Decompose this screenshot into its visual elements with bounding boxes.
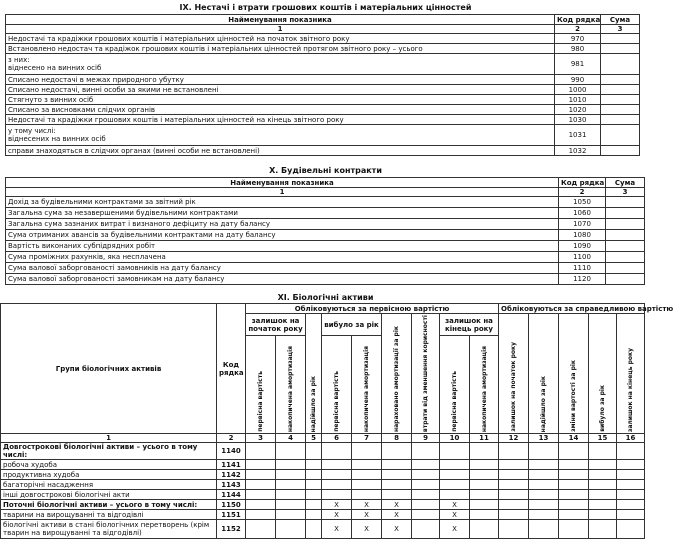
col-name-header: Найменування показника [6, 178, 559, 188]
value-cell[interactable] [322, 470, 352, 480]
initial-cost-header: первісна вартість [246, 336, 276, 434]
row-label: Загальна сума за незавершеними будівельними контрактами [6, 208, 559, 219]
row-label: Встановлено недостач та крадіжок грошових коштів і матеріальних цінностей протягом звітного року – усього [6, 44, 555, 54]
value-cell[interactable] [470, 470, 499, 480]
row-code: 1031 [555, 125, 601, 146]
x-mark: X [352, 500, 382, 510]
value-cell[interactable] [617, 500, 645, 510]
value-cell[interactable] [499, 490, 529, 500]
value-cell[interactable] [601, 115, 640, 125]
row-label: Загальна сума зазнаних витрат і визнаного дефіциту на дату балансу [6, 219, 559, 230]
value-cell[interactable] [601, 125, 640, 146]
left-accum-amort-header: накопичена амортизація [352, 336, 382, 434]
value-cell[interactable] [246, 520, 276, 539]
row-label: Вартість виконаних субпідрядних робіт [6, 241, 559, 252]
value-cell[interactable] [589, 460, 617, 470]
col-num: 3 [246, 434, 276, 443]
row-label: Стягнуто з винних осіб [6, 95, 555, 105]
row-label: інші довгострокові біологічні акти [1, 490, 217, 500]
value-cell[interactable] [470, 510, 499, 520]
table-row [1, 443, 645, 460]
row-code: 1080 [559, 230, 606, 241]
value-cell[interactable] [470, 480, 499, 490]
table-row [1, 500, 645, 510]
row-code: 1144 [217, 490, 246, 500]
arrived-header: надійшло за рік [306, 314, 322, 434]
row-code: 1110 [559, 263, 606, 274]
col-num: 13 [529, 434, 559, 443]
value-cell[interactable] [246, 443, 276, 460]
section-9-table [5, 14, 640, 156]
value-cell[interactable] [601, 146, 640, 156]
row-label: Сума проміжних рахунків, яка несплачена [6, 252, 559, 263]
value-cell[interactable] [606, 274, 645, 285]
row-label: продуктивна худоба [1, 470, 217, 480]
value-cell[interactable] [246, 490, 276, 500]
value-cell[interactable] [499, 510, 529, 520]
row-code: 990 [555, 75, 601, 85]
value-cell[interactable] [589, 470, 617, 480]
value-cell[interactable] [589, 500, 617, 510]
value-cell[interactable] [470, 443, 499, 460]
value-cell[interactable] [412, 443, 440, 460]
table-row [1, 520, 645, 539]
section-11-title: XI. Біологічні активи [277, 293, 374, 302]
row-label: Списано недостачі, винні особи за якими не встановлені [6, 85, 555, 95]
value-cell[interactable] [606, 252, 645, 263]
row-label: Сума валової заборгованості замовникам на дату балансу [6, 274, 559, 285]
value-cell[interactable] [306, 490, 322, 500]
row-code: 1120 [559, 274, 606, 285]
row-label: справи знаходяться в слідчих органах (винні особи не встановлені) [6, 146, 555, 156]
value-cell[interactable] [499, 520, 529, 539]
value-cell[interactable] [601, 44, 640, 54]
value-cell[interactable] [382, 460, 412, 470]
x-mark: X [382, 510, 412, 520]
start-balance-header: залишок на початок року [246, 314, 306, 336]
value-cell[interactable] [276, 490, 306, 500]
row-label: тварини на вирощуванні та відгодівлі [1, 510, 217, 520]
value-cell[interactable] [470, 490, 499, 500]
row-label: біологічні активи в стані біологічних перетворень (крім тварин на вирощуванні та відгодівлі) [1, 520, 217, 539]
value-cell[interactable] [559, 490, 589, 500]
row-code: 1032 [555, 146, 601, 156]
table-row [1, 480, 645, 490]
end-initial-cost-header: первісна вартість [440, 336, 470, 434]
row-label: Недостачі та крадіжки грошових коштів і матеріальних цінностей на кінець звітного року [6, 115, 555, 125]
section-10-table [5, 177, 645, 285]
col-num: 9 [412, 434, 440, 443]
row-label: з них: віднесено на винних осіб [6, 54, 555, 75]
value-cell[interactable] [246, 480, 276, 490]
row-label: Списано за висновками слідчих органів [6, 105, 555, 115]
value-cell[interactable] [559, 520, 589, 539]
value-cell[interactable] [559, 500, 589, 510]
value-cell[interactable] [276, 470, 306, 480]
row-code: 1030 [555, 115, 601, 125]
value-cell[interactable] [352, 480, 382, 490]
value-cell[interactable] [617, 470, 645, 480]
impairment-header: нараховано амортизації за рік [382, 314, 412, 434]
col-num: 11 [470, 434, 499, 443]
x-mark: X [352, 520, 382, 539]
row-label: Поточні біологічні активи – усього в тому числі: [1, 500, 217, 510]
value-cell[interactable] [617, 460, 645, 470]
x-mark: X [440, 510, 470, 520]
value-cell[interactable] [601, 105, 640, 115]
row-code: 970 [555, 34, 601, 44]
row-code: 1010 [555, 95, 601, 105]
value-cell[interactable] [382, 490, 412, 500]
table-row [1, 490, 645, 500]
col-num: 6 [322, 434, 352, 443]
row-code: 1100 [559, 252, 606, 263]
row-code: 1152 [217, 520, 246, 539]
col-num: 4 [276, 434, 306, 443]
row-code: 1140 [217, 443, 246, 460]
col-num: 1 [6, 25, 555, 34]
value-cell[interactable] [529, 470, 559, 480]
arrived-fair-header: надійшло за рік [529, 314, 559, 434]
loss-reduction-header: втрати від зменшення корисності [412, 314, 440, 434]
col-num: 7 [352, 434, 382, 443]
end-accum-amort-header: накопичена амортизація [470, 336, 499, 434]
value-cell[interactable] [470, 500, 499, 510]
value-cell[interactable] [601, 75, 640, 85]
row-code: 980 [555, 44, 601, 54]
row-label: Довгострокові біологічні активи – усього в тому числі: [1, 443, 217, 460]
value-cell[interactable] [529, 510, 559, 520]
value-cell[interactable] [276, 443, 306, 460]
value-cell[interactable] [589, 490, 617, 500]
value-cell[interactable] [382, 443, 412, 460]
value-cell[interactable] [589, 443, 617, 460]
left-fair-header: вибуло за рік [589, 314, 617, 434]
col-num: 12 [499, 434, 529, 443]
value-cell[interactable] [412, 490, 440, 500]
value-cell[interactable] [559, 443, 589, 460]
groups-header: Групи біологічних активів [1, 304, 217, 434]
value-cell[interactable] [529, 520, 559, 539]
value-cell[interactable] [440, 480, 470, 490]
value-cell[interactable] [529, 500, 559, 510]
col-num: 1 [1, 434, 217, 443]
left-header: вибуло за рік [322, 314, 382, 336]
x-mark: X [322, 520, 352, 539]
value-cell[interactable] [559, 510, 589, 520]
value-cell[interactable] [306, 510, 322, 520]
value-cell[interactable] [601, 34, 640, 44]
row-code: 1050 [559, 197, 606, 208]
value-cell[interactable] [601, 85, 640, 95]
col-num: 16 [617, 434, 645, 443]
row-label: Сума отриманих авансів за будівельними контрактами на дату балансу [6, 230, 559, 241]
row-label: Недостачі та крадіжки грошових коштів і матеріальних цінностей на початок звітного року [6, 34, 555, 44]
x-mark: X [352, 510, 382, 520]
value-cell[interactable] [322, 490, 352, 500]
col-sum-header: Сума [601, 15, 640, 25]
x-mark: X [382, 500, 412, 510]
value-cell[interactable] [276, 480, 306, 490]
x-mark: X [440, 520, 470, 539]
value-cell[interactable] [601, 54, 640, 75]
value-cell[interactable] [412, 520, 440, 539]
value-cell[interactable] [589, 510, 617, 520]
col-num: 3 [606, 188, 645, 197]
x-mark: X [322, 510, 352, 520]
value-cell[interactable] [606, 208, 645, 219]
row-code: 1150 [217, 500, 246, 510]
value-cell[interactable] [440, 443, 470, 460]
col-code-header: Код рядка [555, 15, 601, 25]
value-cell[interactable] [306, 500, 322, 510]
left-initial-cost-header: первісна вартість [322, 336, 352, 434]
value-cell[interactable] [306, 470, 322, 480]
accum-amort-header: накопичена амортизація [276, 336, 306, 434]
section-11-table [0, 303, 673, 539]
value-cell[interactable] [499, 500, 529, 510]
value-cell[interactable] [412, 480, 440, 490]
col-num: 5 [306, 434, 322, 443]
value-cell[interactable] [499, 443, 529, 460]
value-cell[interactable] [352, 460, 382, 470]
col-num: 3 [601, 25, 640, 34]
value-cell[interactable] [499, 480, 529, 490]
value-cell[interactable] [470, 460, 499, 470]
value-cell[interactable] [276, 460, 306, 470]
value-cell[interactable] [322, 460, 352, 470]
row-label: Списано недостачі в межах природного убутку [6, 75, 555, 85]
col-code-header: Код рядка [559, 178, 606, 188]
value-cell[interactable] [276, 510, 306, 520]
changes-fair-header: зміни вартості за рік [559, 314, 589, 434]
value-cell[interactable] [412, 460, 440, 470]
value-cell[interactable] [559, 480, 589, 490]
row-code: 1143 [217, 480, 246, 490]
table-row [1, 460, 645, 470]
value-cell[interactable] [246, 470, 276, 480]
value-cell[interactable] [529, 490, 559, 500]
historical-cost-header: Обліковуються за первісною вартістю [246, 304, 499, 314]
col-num: 2 [217, 434, 246, 443]
value-cell[interactable] [246, 510, 276, 520]
row-label: у тому числі: віднесених на винних осіб [6, 125, 555, 146]
row-code: 1141 [217, 460, 246, 470]
col-num: 1 [6, 188, 559, 197]
value-cell[interactable] [499, 470, 529, 480]
value-cell[interactable] [606, 230, 645, 241]
end-balance-header: залишок на кінець року [440, 314, 499, 336]
row-code: 1070 [559, 219, 606, 230]
col-num: 8 [382, 434, 412, 443]
value-cell[interactable] [606, 241, 645, 252]
value-cell[interactable] [617, 480, 645, 490]
row-label: Сума валової заборгованості замовників на дату балансу [6, 263, 559, 274]
col-sum-header: Сума [606, 178, 645, 188]
value-cell[interactable] [606, 219, 645, 230]
row-code: 1090 [559, 241, 606, 252]
start-fair-header: залишок на початок року [499, 314, 529, 434]
value-cell[interactable] [440, 490, 470, 500]
row-code: 1000 [555, 85, 601, 95]
table-row [1, 470, 645, 480]
value-cell[interactable] [306, 460, 322, 470]
value-cell[interactable] [382, 480, 412, 490]
value-cell[interactable] [352, 470, 382, 480]
value-cell[interactable] [470, 520, 499, 539]
value-cell[interactable] [246, 500, 276, 510]
value-cell[interactable] [412, 500, 440, 510]
col-name-header: Найменування показника [6, 15, 555, 25]
value-cell[interactable] [617, 443, 645, 460]
section-9-title: IX. Нестачі і втрати грошових коштів і матеріальних цінностей [179, 3, 472, 12]
row-code: 1142 [217, 470, 246, 480]
value-cell[interactable] [606, 197, 645, 208]
value-cell[interactable] [559, 460, 589, 470]
x-mark: X [440, 500, 470, 510]
value-cell[interactable] [601, 95, 640, 105]
value-cell[interactable] [529, 460, 559, 470]
col-num: 14 [559, 434, 589, 443]
value-cell[interactable] [246, 460, 276, 470]
value-cell[interactable] [589, 520, 617, 539]
value-cell[interactable] [306, 520, 322, 539]
value-cell[interactable] [352, 490, 382, 500]
end-fair-header: залишок на кінець року [617, 314, 645, 434]
value-cell[interactable] [322, 480, 352, 490]
row-label: Дохід за будівельними контрактами за звітний рік [6, 197, 559, 208]
row-code: 1060 [559, 208, 606, 219]
value-cell[interactable] [589, 480, 617, 490]
value-cell[interactable] [306, 443, 322, 460]
value-cell[interactable] [617, 510, 645, 520]
value-cell[interactable] [499, 460, 529, 470]
value-cell[interactable] [306, 480, 322, 490]
row-label: багаторічні насадження [1, 480, 217, 490]
section-10-title: X. Будівельні контракти [269, 166, 382, 175]
code-header: Код рядка [217, 304, 246, 434]
table-row [1, 510, 645, 520]
value-cell[interactable] [382, 470, 412, 480]
value-cell[interactable] [412, 470, 440, 480]
value-cell[interactable] [412, 510, 440, 520]
row-code: 981 [555, 54, 601, 75]
row-label: робоча худоба [1, 460, 217, 470]
value-cell[interactable] [440, 460, 470, 470]
fair-value-header: Обліковуються за справедливою вартістю [499, 304, 645, 314]
value-cell[interactable] [606, 263, 645, 274]
value-cell[interactable] [352, 443, 382, 460]
x-mark: X [322, 500, 352, 510]
value-cell[interactable] [559, 470, 589, 480]
x-mark: X [382, 520, 412, 539]
value-cell[interactable] [322, 443, 352, 460]
value-cell[interactable] [617, 520, 645, 539]
col-num: 2 [555, 25, 601, 34]
col-num: 10 [440, 434, 470, 443]
row-code: 1151 [217, 510, 246, 520]
value-cell[interactable] [529, 443, 559, 460]
value-cell[interactable] [529, 480, 559, 490]
row-code: 1020 [555, 105, 601, 115]
value-cell[interactable] [276, 520, 306, 539]
value-cell[interactable] [276, 500, 306, 510]
col-num: 15 [589, 434, 617, 443]
value-cell[interactable] [440, 470, 470, 480]
value-cell[interactable] [617, 490, 645, 500]
col-num: 2 [559, 188, 606, 197]
